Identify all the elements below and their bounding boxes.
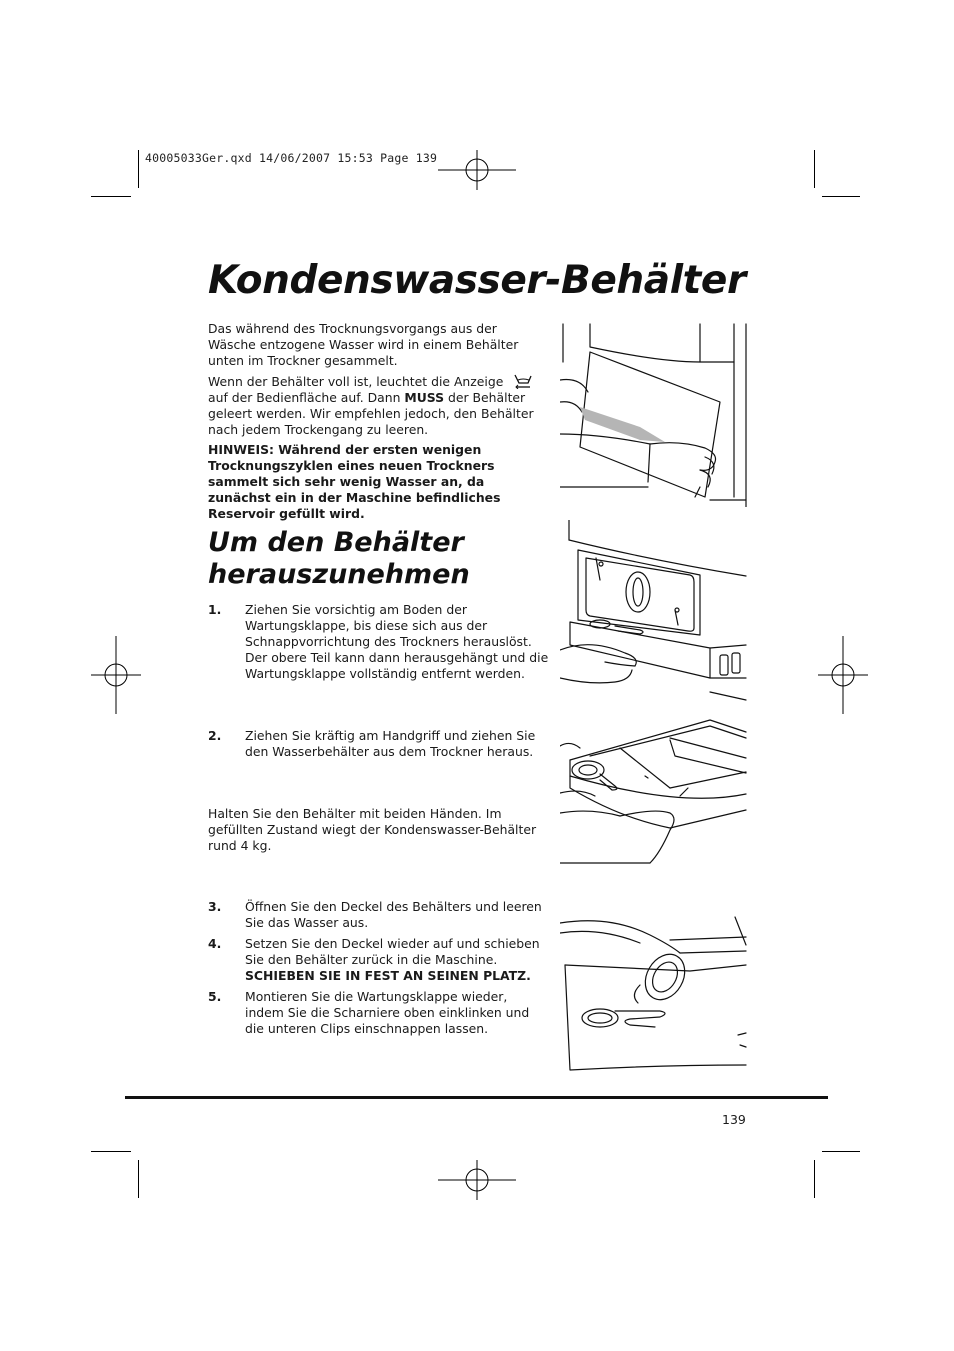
step-text: Ziehen Sie vorsichtig am Boden der Wartungsklappe, bis diese sich aus der Schnappvorrichtung des Trockners herauslöst. Der obere Teil kann dann herausgehängt und die Wartungsklappe vollständig entfernt werden. [245,602,549,681]
illustration-pull-container [560,718,748,868]
registration-mark-bottom [438,1160,516,1200]
step-number: 5. [208,989,222,1004]
step-text: Montieren Sie die Wartungsklappe wieder, indem Sie die Scharniere oben einklinken und die unteren Clips einschnappen lassen. [245,989,530,1036]
section-subtitle: Um den Behälter herauszunehmen [208,527,470,590]
illustration-open-lid [560,915,748,1075]
illustration-service-flap [560,520,748,705]
step-number: 4. [208,936,222,951]
step-number: 2. [208,728,222,743]
registration-mark-left [91,636,141,714]
indicator-text-b: auf der Bedienfläche auf. Dann [208,390,401,405]
page-number: 139 [722,1112,746,1127]
step-text [245,936,550,984]
step-text: Ziehen Sie kräftig am Handgriff und ziehen Sie den Wasserbehälter aus dem Trockner heraus. [245,728,536,759]
step-4-text: Setzen Sie den Deckel wieder auf und schieben Sie den Behälter zurück in die Maschine. [245,936,540,967]
indicator-paragraph [208,373,548,438]
step-number: 3. [208,899,222,914]
step-text: Öffnen Sie den Deckel des Behälters und leeren Sie das Wasser aus. [245,899,542,930]
footer-rule [125,1096,828,1099]
step-4-bold: SCHIEBEN SIE IN FEST AN SEINEN PLATZ. [245,968,531,983]
registration-mark-top [438,150,516,190]
indicator-text-c: der Behälter geleert werden. Wir empfehlen jedoch, den Behälter nach jedem Trockengang zu leeren. [208,390,534,437]
illustration-remove-flap [560,322,748,507]
registration-mark-right [818,636,868,714]
intro-paragraph: Das während des Trocknungsvorgangs aus der Wäsche entzogene Wasser wird in einem Behälter unten im Trockner gesammelt. [208,321,519,368]
note-paragraph: HINWEIS: Während der ersten wenigen Trocknungszyklen eines neuen Trockners sammelt sich sehr wenig Wasser an, da zunächst ein in der Maschine befindliches Reservoir gefüllt wird. [208,442,501,521]
must-emphasis: MUSS [404,390,445,405]
print-slug: 40005033Ger.qxd 14/06/2007 15:53 Page 139 [145,151,438,165]
tank-full-indicator-icon [513,373,533,389]
page-title: Kondenswasser-Behälter [208,258,746,303]
indicator-text-a: Wenn der Behälter voll ist, leuchtet die Anzeige [208,374,504,389]
hold-paragraph: Halten Sie den Behälter mit beiden Händen. Im gefüllten Zustand wiegt der Kondenswasser-Behälter rund 4 kg. [208,806,537,853]
step-number: 1. [208,602,222,617]
